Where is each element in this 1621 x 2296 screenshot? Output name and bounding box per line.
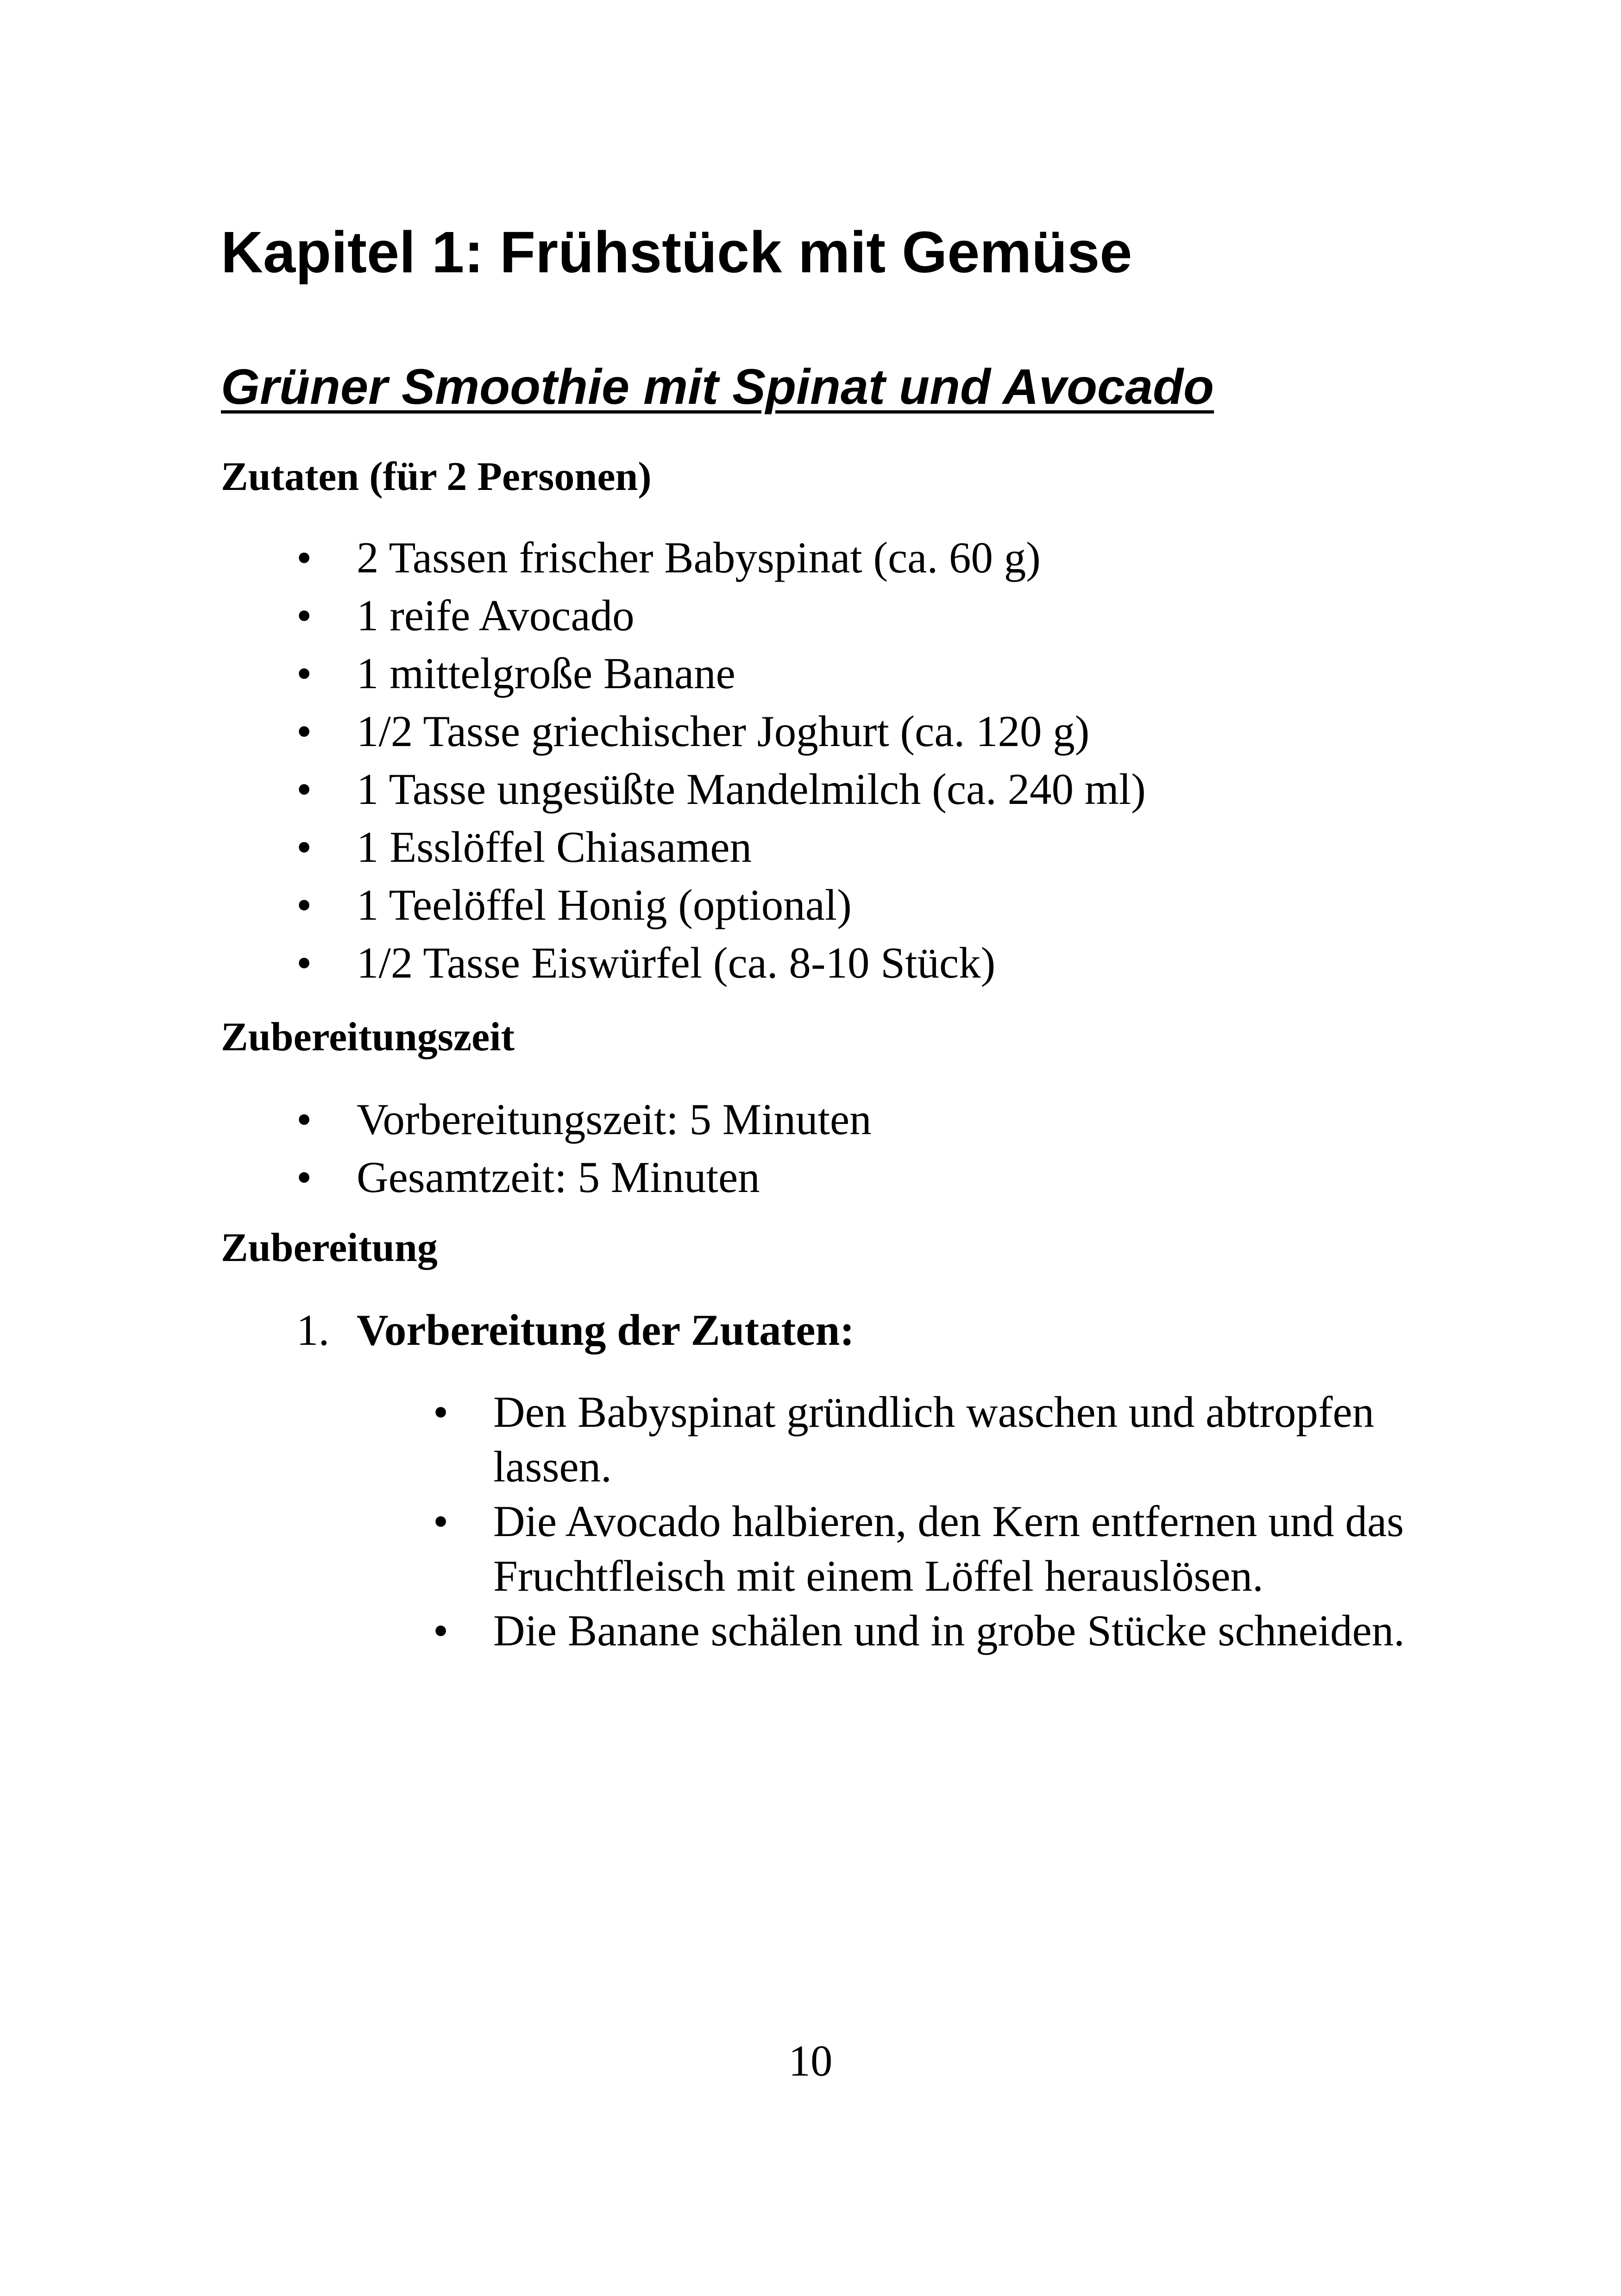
instruction-item: • Den Babyspinat gründlich waschen und abtropfen lassen. (433, 1385, 1415, 1494)
ingredient-item: • 1/2 Tasse Eiswürfel (ca. 8-10 Stück) (296, 934, 1146, 992)
ingredient-item: • 1 Teelöffel Honig (optional) (296, 876, 1146, 934)
instruction-item: • Die Banane schälen und in grobe Stücke schneiden. (433, 1603, 1415, 1658)
ingredient-item: • 1 reife Avocado (296, 587, 1146, 645)
ingredient-item: • 1 Tasse ungesüßte Mandelmilch (ca. 240 ml) (296, 760, 1146, 818)
recipe-title: Grüner Smoothie mit Spinat und Avocado (221, 358, 1214, 414)
step-instructions-list (433, 1385, 1415, 1658)
prep-time-item: • Gesamtzeit: 5 Minuten (296, 1148, 872, 1206)
ingredients-list (296, 529, 1146, 992)
prep-time-heading: Zubereitungszeit (221, 1015, 515, 1060)
instruction-item: • Die Avocado halbieren, den Kern entfernen und das Fruchtfleisch mit einem Löffel herauslösen. (433, 1494, 1415, 1603)
prep-time-list (296, 1091, 872, 1206)
step-number: 1. (296, 1305, 330, 1355)
ingredient-item: • 1 Esslöffel Chiasamen (296, 818, 1146, 876)
step-title: Vorbereitung der Zutaten: (357, 1305, 854, 1355)
page-number: 10 (788, 2036, 833, 2085)
ingredients-heading: Zutaten (für 2 Personen) (221, 454, 652, 499)
chapter-title: Kapitel 1: Frühstück mit Gemüse (221, 220, 1132, 285)
ingredient-item: • 1 mittelgroße Banane (296, 645, 1146, 703)
ingredient-item: • 1/2 Tasse griechischer Joghurt (ca. 120 g) (296, 703, 1146, 760)
preparation-heading: Zubereitung (221, 1225, 438, 1270)
step-heading (296, 1301, 854, 1359)
ingredient-item: • 2 Tassen frischer Babyspinat (ca. 60 g) (296, 529, 1146, 587)
prep-time-item: • Vorbereitungszeit: 5 Minuten (296, 1091, 872, 1148)
